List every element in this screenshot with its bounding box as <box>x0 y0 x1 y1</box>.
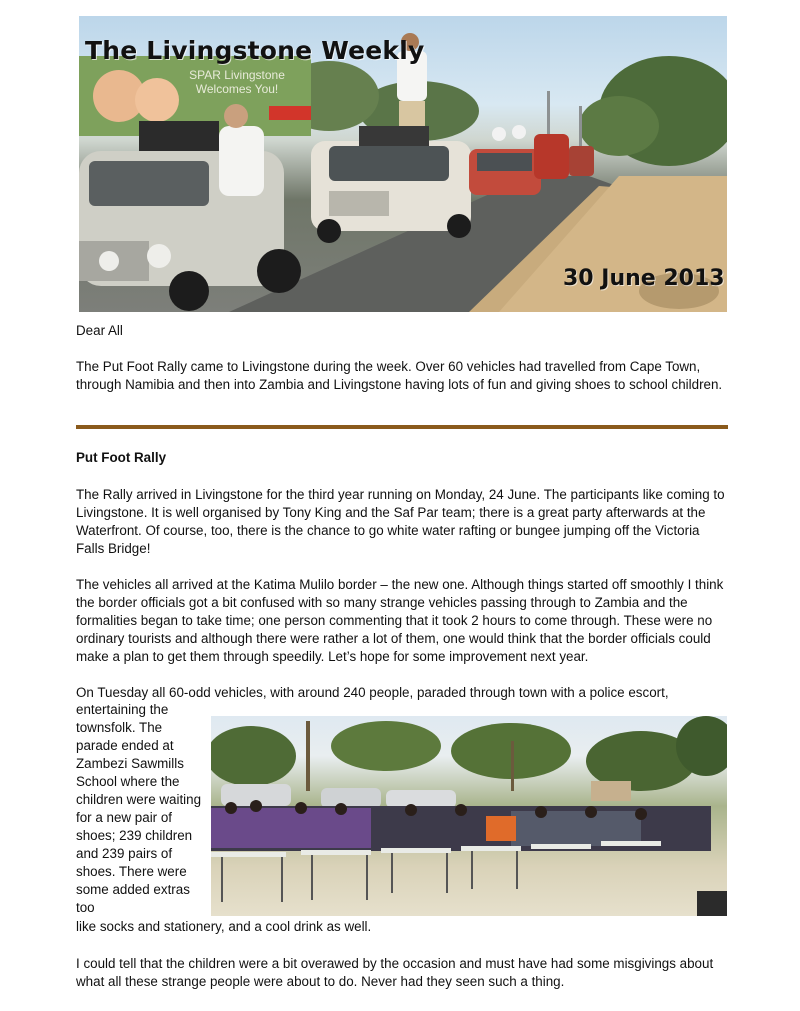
section-divider <box>76 425 728 429</box>
school-children-photo <box>211 716 727 916</box>
header-photo <box>79 16 727 312</box>
paragraph-children: I could tell that the children were a bit overawed by the occasion and must have had some misgivings about what all these strange people were about to do. Never had they seen such a thing. <box>76 956 714 989</box>
billboard-text: SPAR Livingstone Welcomes You! <box>189 68 285 96</box>
newsletter-title: The Livingstone Weekly <box>85 36 425 65</box>
greeting: Dear All <box>76 323 123 338</box>
paragraph-parade-lead: On Tuesday all 60-odd vehicles, with around 240 people, paraded through town with a police escort, <box>76 685 669 700</box>
section-heading: Put Foot Rally <box>76 450 167 465</box>
intro-paragraph: The Put Foot Rally came to Livingstone during the week. Over 60 vehicles had travelled from Cape Town, through Namibia and then into Zambia and Livingstone having lots of fun and giving shoes to school children. <box>76 359 723 392</box>
children-at-desks-scene <box>211 716 727 916</box>
paragraph-parade-wrap: entertaining the townsfolk. The parade ended at Zambezi Sawmills School where the children were waiting for a new pair of shoes; 239 children and 239 pairs of shoes. There were some added extras too <box>76 702 202 915</box>
paragraph-parade-tail: like socks and stationery, and a cool drink as well. <box>76 919 372 934</box>
issue-date: 30 June 2013 <box>563 266 725 291</box>
paragraph-rally-arrival: The Rally arrived in Livingstone for the third year running on Monday, 24 June. The participants like coming to Livingstone. It is well organised by Tony King and the Saf Par team; there is a great party afterwards at the Waterfront. Of course, too, there is the chance to go white water rafting or bungee jumping off the Victoria Falls Bridge! <box>76 487 725 556</box>
paragraph-border: The vehicles all arrived at the Katima Mulilo border – the new one. Although things started off smoothly I think the border officials got a bit confused with so many strange vehicles passing through to Zambia and the formalities began to take time; one person commenting that it took 2 hours to come through. These were no ordinary tourists and although there were rather a lot of them, one would think that the border officials could make a plan to get them through speedily. Let’s hope for some improvement next year. <box>76 577 724 664</box>
